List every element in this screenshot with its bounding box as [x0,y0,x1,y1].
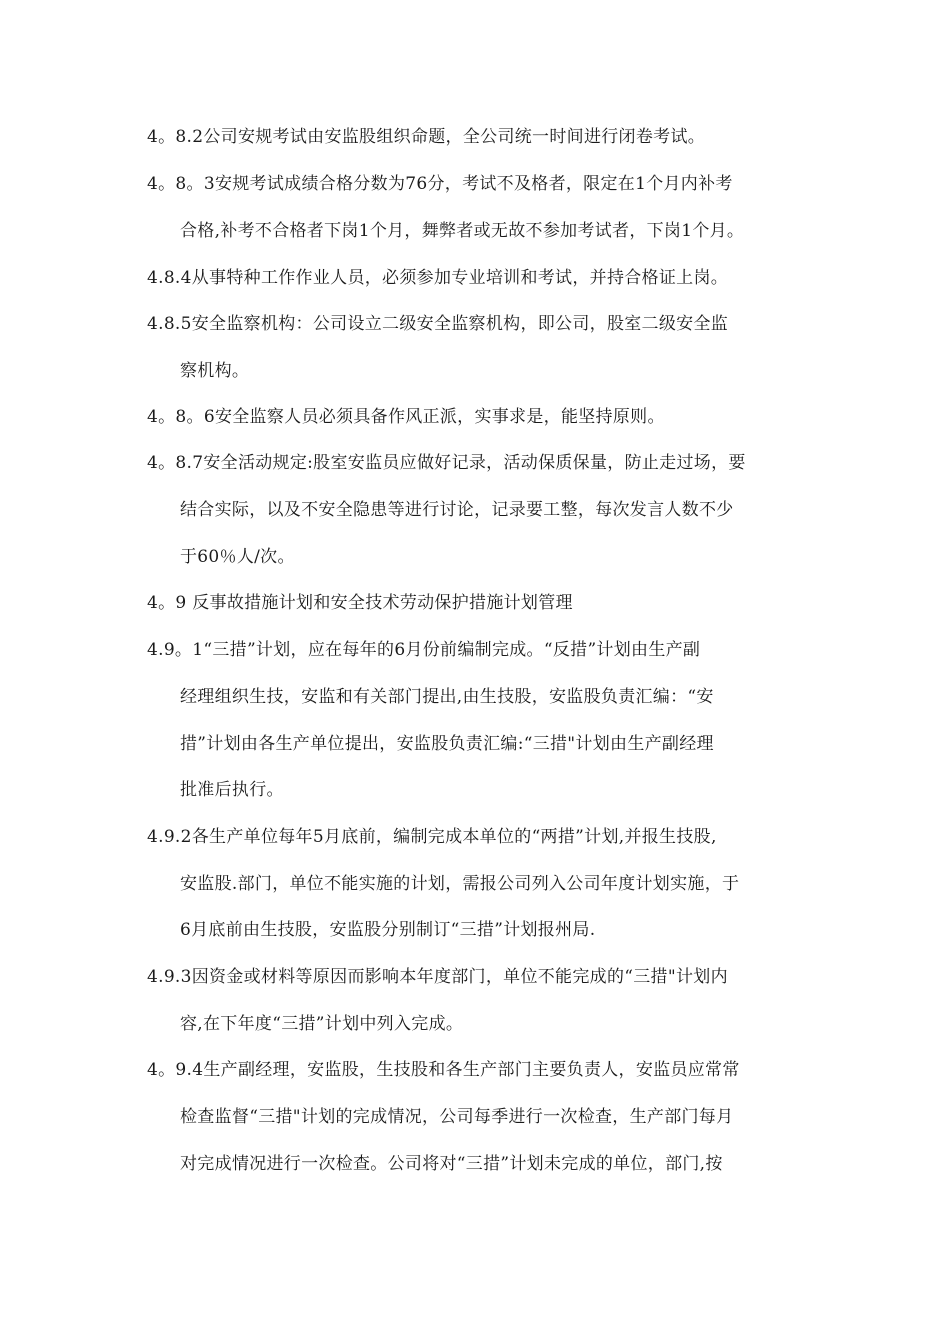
text-line: 4.8.4从事特种工作作业人员，必须参加专业培训和考试，并持合格证上岗。 [147,268,729,288]
text-line: 察机构。 [180,361,250,381]
text-line: 4。9.4生产副经理，安监股，生技股和各生产部门主要负责人，安监员应常常 [147,1060,740,1080]
text-line: 4。8。6安全监察人员必须具备作风正派，实事求是，能坚持原则。 [147,407,665,427]
text-line: 4。8.7安全活动规定:股室安监员应做好记录，活动保质保量，防止走过场，要 [147,453,746,473]
text-line: 于60％人/次。 [180,547,295,567]
text-line: 4.8.5安全监察机构：公司设立二级安全监察机构，即公司，股室二级安全监 [147,314,729,334]
text-line: 4。8.2公司安规考试由安监股组织命题，全公司统一时间进行闭卷考试。 [147,127,706,147]
text-line: 经理组织生技，安监和有关部门提出,由生技股，安监股负责汇编：“安 [180,687,714,707]
text-line: 批准后执行。 [180,780,284,800]
text-line: 合格,补考不合格者下岗1个月，舞弊者或无故不参加考试者，下岗1个月。 [180,221,745,241]
text-line: 检查监督“三措"计划的完成情况，公司每季进行一次检查，生产部门每月 [180,1107,734,1127]
text-line: 4.9.3因资金或材料等原因而影响本年度部门，单位不能完成的“三措"计划内 [147,967,728,987]
text-line: 容,在下年度“三措”计划中列入完成。 [180,1014,464,1034]
text-line: 6月底前由生技股，安监股分别制订“三措”计划报州局. [180,920,596,940]
text-line: 安监股.部门，单位不能实施的计划，需报公司列入公司年度计划实施，于 [180,874,740,894]
text-line: 4.9.2各生产单位每年5月底前，编制完成本单位的“两措”计划,并报生技股, [147,827,717,847]
text-line: 对完成情况进行一次检查。公司将对“三措”计划未完成的单位，部门,按 [180,1154,723,1174]
text-line: 4。8。3安规考试成绩合格分数为76分，考试不及格者，限定在1个月内补考 [147,174,733,194]
text-line: 结合实际，以及不安全隐患等进行讨论，记录要工整，每次发言人数不少 [180,500,734,520]
text-line: 4。9 反事故措施计划和安全技术劳动保护措施计划管理 [147,593,573,613]
text-line: 措”计划由各生产单位提出，安监股负责汇编:“三措"计划由生产副经理 [180,734,714,754]
text-line: 4.9。1“三措”计划，应在每年的6月份前编制完成。“反措”计划由生产副 [147,640,701,660]
